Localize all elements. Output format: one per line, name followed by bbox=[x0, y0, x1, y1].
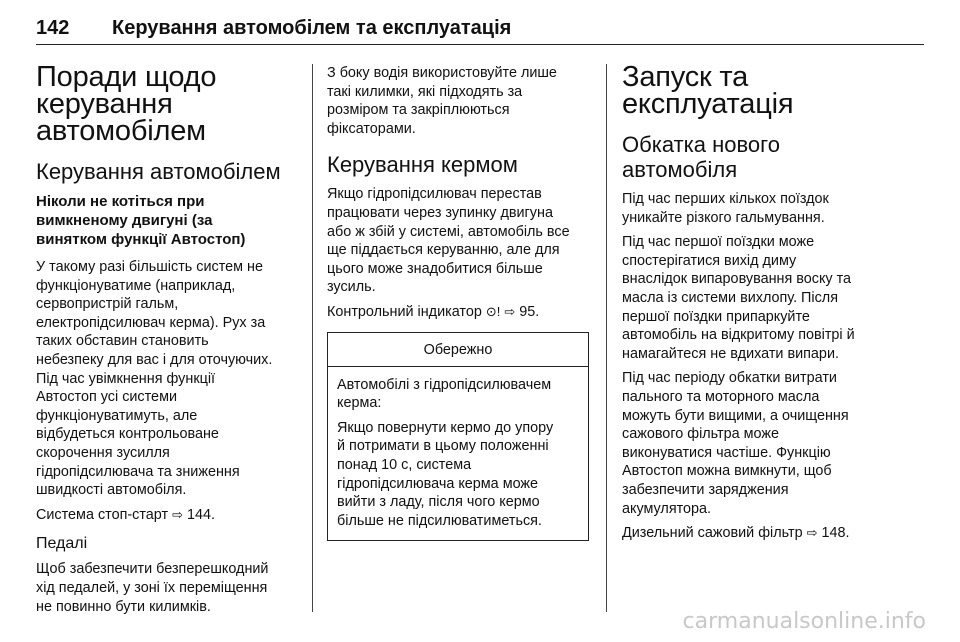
column-3 bbox=[622, 61, 888, 549]
ref-page: 148. bbox=[821, 525, 850, 542]
heading-never-coast: Ніколи не котіться при вимкненому двигуні (за винятком функції Автостоп) bbox=[36, 193, 246, 248]
section-title-driving-tips: Поради щодо керування автомобілем bbox=[36, 61, 217, 147]
section-title-starting: Запуск та експлуатація bbox=[622, 61, 794, 120]
paragraph-floor-mats: З боку водія використовуйте лише такі килимки, які підходять за розміром та закріплюються фіксаторами. bbox=[327, 65, 557, 137]
page-ref-arrow-icon: ⇨ bbox=[504, 303, 516, 319]
paragraph-power-steering: Якщо гідропідсилювач перестав працювати через зупинку двигуна або ж збій у системі, автомобіль все ще піддається керуванню, але для цього може знадобитися більше зусиль. bbox=[327, 186, 570, 296]
page-ref-arrow-icon: ⇨ bbox=[172, 506, 183, 522]
paragraph-smoke: Під час першої поїздки може спостерігатися вихід диму внаслідок випаровування воску та масла із системи вихлопу. Після першої поїздки припаркуйте автомобіль на відкритому повітрі й намагайтеся не вдихати випари. bbox=[622, 234, 855, 362]
ref-text: Контрольний індикатор bbox=[327, 303, 482, 320]
caution-paragraph-2: Якщо повернути кермо до упору й потримати в цьому положенні понад 10 с, система гідропідсилювача керма може вийти з ладу, після чого кермо більше не підсилюватиметься. bbox=[337, 419, 554, 529]
column-1 bbox=[36, 61, 298, 622]
ref-page: 144. bbox=[186, 506, 215, 523]
page-number: 142 bbox=[36, 17, 70, 39]
paragraph-consumption: Під час періоду обкатки витрати пального та моторного масла можуть бути вищими, а очищення сажового фільтра може виконуватися частіше. Функцію Автостоп можна вимкнути, щоб забезпечити заряджения акумулятора. bbox=[622, 370, 849, 517]
heading-pedals: Педалі bbox=[36, 535, 88, 553]
subsection-title-driving: Керування автомобілем bbox=[36, 159, 281, 184]
subsection-title-break-in: Обкатка нового автомобіля bbox=[622, 132, 780, 182]
page-ref-arrow-icon: ⇨ bbox=[806, 525, 818, 541]
subsection-title-steering: Керування кермом bbox=[327, 152, 518, 178]
ref-text: Дизельний сажовий фільтр bbox=[622, 525, 803, 542]
caution-body bbox=[328, 367, 588, 541]
paragraph-braking: Під час перших кількох поїздок уникайте різкого гальмування. bbox=[622, 191, 829, 226]
caution-title: Обережно bbox=[328, 333, 588, 367]
paragraph-indicator-ref bbox=[327, 303, 589, 322]
paragraph-stop-start-ref bbox=[36, 506, 298, 525]
watermark: carmanualsonline.info bbox=[682, 609, 926, 634]
caution-box bbox=[327, 332, 589, 542]
running-title: Керування автомобілем та експлуатація bbox=[112, 17, 512, 39]
steering-warning-icon: ⊙! bbox=[485, 303, 501, 319]
paragraph-pedals: Щоб забезпечити безперешкодний хід педалей, у зоні їх переміщення не повинно бути килимків. bbox=[36, 561, 269, 615]
column-divider-2 bbox=[606, 64, 607, 612]
paragraph-coast-warning: У такому разі більшість систем не функціонуватиме (наприклад, сервопристрій гальм, електропідсилювач керма). Рух за таких обставин становить небезпеку для вас і для оточуючих. Під час увімкнення функції Автостоп усі системи функціонуватимуть, але відбудеться контрольоване скорочення зусилля гідропідсилювача та зниження швидкості автомобіля. bbox=[36, 259, 273, 499]
paragraph-diesel-filter-ref bbox=[622, 524, 888, 543]
column-divider-1 bbox=[312, 64, 313, 612]
page-header bbox=[36, 14, 924, 45]
column-2 bbox=[327, 64, 589, 541]
ref-text: Система стоп-старт bbox=[36, 506, 169, 523]
caution-paragraph-1: Автомобілі з гідропідсилювачем керма: bbox=[337, 376, 552, 412]
ref-page: 95. bbox=[519, 303, 540, 320]
